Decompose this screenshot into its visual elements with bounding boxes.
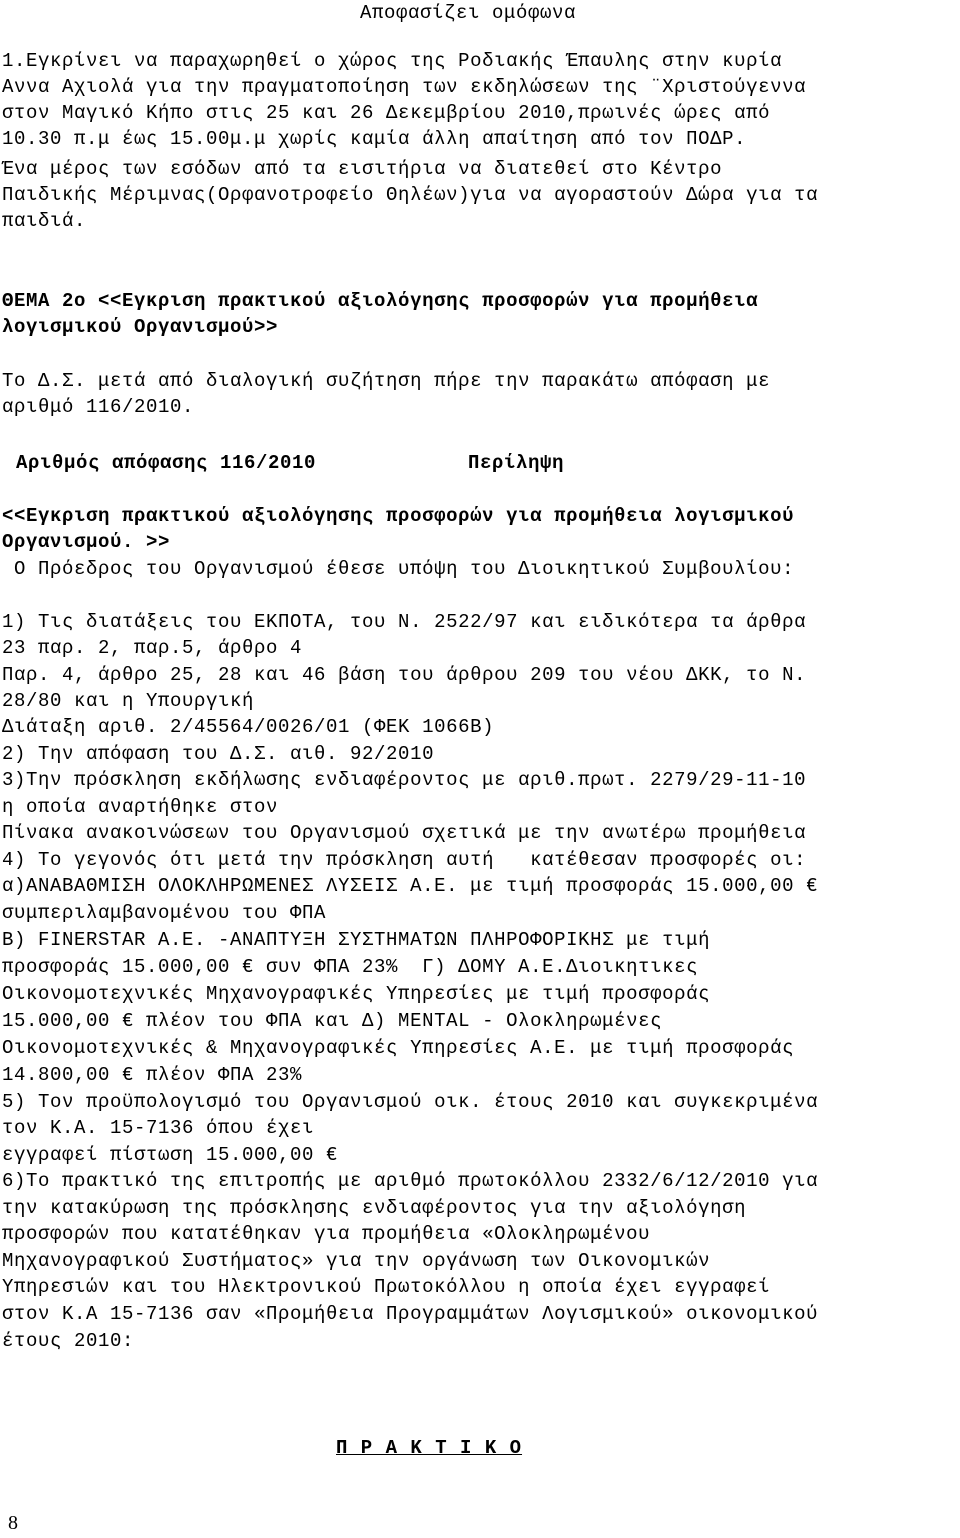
praktiko-heading: Π Ρ Α Κ Τ Ι Κ Ο	[336, 1437, 523, 1459]
body-line: 3)Την πρόσκληση εκδήλωσης ενδιαφέροντος με αριθ.πρωτ. 2279/29-11-10	[2, 769, 807, 791]
item1-line: 10.30 π.μ έως 15.00μ.μ χωρίς καμία άλλη απαίτηση από τον ΠΟΔΡ.	[2, 128, 747, 150]
body-line: έτους 2010:	[2, 1330, 135, 1352]
body-line: Μηχανογραφικού Συστήματος» για την οργάνωση των Οικονομικών	[2, 1250, 711, 1272]
page-number: 8	[8, 1512, 19, 1534]
body-line: Παρ. 4, άρθρο 25, 28 και 46 βάση του άρθρου 209 του νέου ΔΚΚ, το Ν.	[2, 664, 807, 686]
board-intro-line: αριθμό 116/2010.	[2, 396, 195, 418]
body-line: τον Κ.Α. 15-7136 όπου έχει	[2, 1117, 315, 1139]
item1-line: Παιδικής Μέριμνας(Ορφανοτροφείο Θηλέων)για να αγοραστούν Δώρα για τα	[2, 184, 819, 206]
item1-line: Ένα μέρος των εσόδων από τα εισιτήρια να διατεθεί στο Κέντρο	[2, 158, 723, 180]
item1-line: 1.Εγκρίνει να παραχωρηθεί ο χώρος της Ροδιακής Έπαυλης στην κυρία	[2, 50, 783, 72]
body-line: 4) Το γεγονός ότι μετά την πρόσκληση αυτή κατέθεσαν προσφορές οι:	[2, 849, 807, 871]
body-line: Πίνακα ανακοινώσεων του Οργανισμού σχετικά με την ανωτέρω προμήθεια	[2, 822, 807, 844]
body-line: 1) Τις διατάξεις του ΕΚΠΟΤΑ, του Ν. 2522/97 και ειδικότερα τα άρθρα	[2, 611, 807, 633]
body-line: 15.000,00 € πλέον του ΦΠΑ και Δ) MENTAL - Ολοκληρωμένες	[2, 1010, 663, 1032]
item1-line: Αννα Αχιολά για την πραγματοποίηση των εκδηλώσεων της ¨Χριστούγεννα	[2, 76, 807, 98]
body-line: προσφορών που κατατέθηκαν για προμήθεια «Ολοκληρωμένου	[2, 1223, 651, 1245]
body-line: 28/80 και η Υπουργική	[2, 690, 255, 712]
body-line: Οικονομοτεχνικές & Μηχανογραφικές Υπηρεσίες Α.Ε. με τιμή προσφοράς	[2, 1037, 795, 1059]
body-line: 23 παρ. 2, παρ.5, άρθρο 4	[2, 637, 303, 659]
body-line: Διάταξη αριθ. 2/45564/0026/01 (ΦΕΚ 1066Β)	[2, 716, 495, 738]
body-line: συμπεριλαμβανομένου του ΦΠΑ	[2, 902, 327, 924]
body-line: εγγραφεί πίστωση 15.000,00 €	[2, 1144, 339, 1166]
body-line: 6)Το πρακτικό της επιτροπής με αριθμό πρωτοκόλλου 2332/6/12/2010 για	[2, 1170, 819, 1192]
theme-title-line: λογισμικού Οργανισμού>>	[2, 316, 279, 338]
decision-number-label: Αριθμός απόφασης 116/2010	[16, 452, 317, 474]
body-line: 2) Την απόφαση του Δ.Σ. αιθ. 92/2010	[2, 743, 435, 765]
item1-line: παιδιά.	[2, 210, 87, 232]
body-line: Οικονομοτεχνικές Μηχανογραφικές Υπηρεσίες με τιμή προσφοράς	[2, 983, 711, 1005]
summary-title-line: Οργανισμού. >>	[2, 531, 171, 553]
body-line: την κατακύρωση της πρόσκλησης ενδιαφέροντος για την αξιολόγηση	[2, 1197, 747, 1219]
body-line: α)ΑΝΑΒΑΘΜΙΣΗ ΟΛΟΚΛΗΡΩΜΕΝΕΣ ΛΥΣΕΙΣ Α.Ε. με τιμή προσφοράς 15.000,00 €	[2, 875, 819, 897]
summary-title-line: <<Εγκριση πρακτικού αξιολόγησης προσφορών για προμήθεια λογισμικού	[2, 505, 795, 527]
item1-line: στον Μαγικό Κήπο στις 25 και 26 Δεκεμβρίου 2010,πρωινές ώρες από	[2, 102, 771, 124]
president-line: Ο Πρόεδρος του Οργανισμού έθεσε υπόψη του Διοικητικού Συμβουλίου:	[14, 558, 795, 580]
board-intro-line: Το Δ.Σ. μετά από διαλογική συζήτηση πήρε την παρακάτω απόφαση με	[2, 370, 771, 392]
body-line: Β) FINERSTAR Α.Ε. -ΑΝΑΠΤΥΞΗ ΣΥΣΤΗΜΑΤΩΝ ΠΛΗΡΟΦΟΡΙΚΗΣ με τιμή	[2, 929, 711, 951]
summary-label: Περίληψη	[468, 452, 565, 474]
body-line: η οποία αναρτήθηκε στον	[2, 796, 279, 818]
body-line: Υπηρεσιών και του Ηλεκτρονικού Πρωτοκόλλου η οποία έχει εγγραφεί	[2, 1276, 771, 1298]
body-line: 14.800,00 € πλέον ΦΠΑ 23%	[2, 1064, 303, 1086]
body-line: προσφοράς 15.000,00 € συν ΦΠΑ 23% Γ) ΔΟΜΥ Α.Ε.Διοικητικες	[2, 956, 699, 978]
theme-title-line: ΘΕΜΑ 2ο <<Εγκριση πρακτικού αξιολόγησης προσφορών για προμήθεια	[2, 290, 759, 312]
decision-heading: Αποφασίζει ομόφωνα	[360, 2, 577, 24]
body-line: 5) Τον προϋπολογισμό του Οργανισμού οικ. έτους 2010 και συγκεκριμένα	[2, 1091, 819, 1113]
body-line: στον Κ.Α 15-7136 σαν «Προμήθεια Προγραμμάτων Λογισμικού» οικονομικού	[2, 1303, 819, 1325]
